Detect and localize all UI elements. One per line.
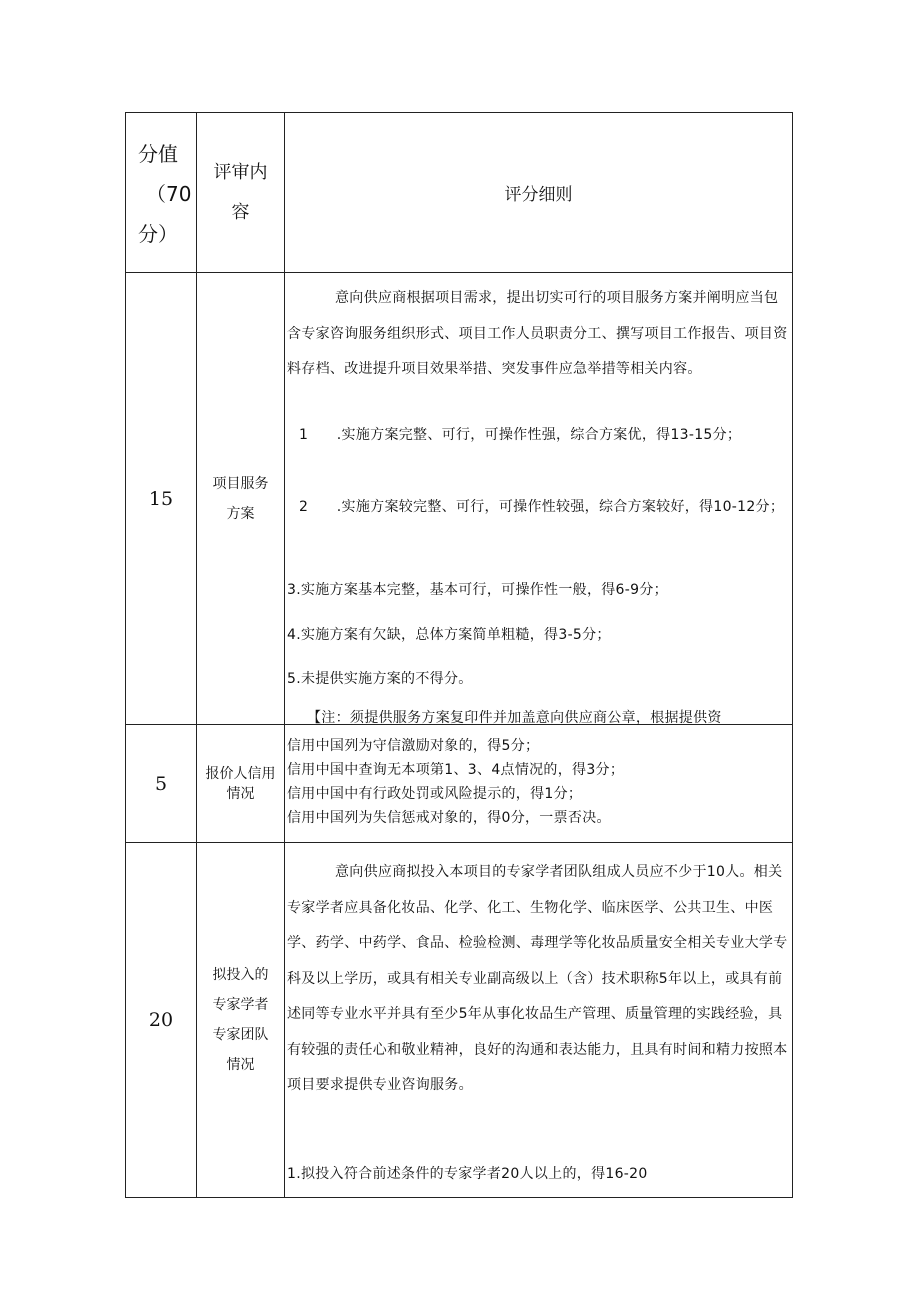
header-detail-title: 评分细则 [504, 185, 573, 205]
detail-note: 【注：须提供服务方案复印件并加盖意向供应商公章，根据提供资 [307, 710, 722, 726]
row-item [197, 725, 285, 843]
row-item-line: 专家学者 [212, 997, 269, 1013]
header-score-line-3: 分） [138, 221, 178, 246]
row-item [197, 273, 285, 725]
row-item-line: 专家团队 [212, 1027, 269, 1043]
detail-criterion: 2 .实施方案较完整、可行，可操作性较强，综合方案较好，得10-12分； [299, 499, 785, 515]
row-item [197, 843, 285, 1198]
row-detail [285, 843, 793, 1198]
scoring-table [125, 112, 793, 1198]
header-content-line-1: 评审内 [213, 161, 268, 183]
table-row [126, 273, 793, 725]
row-score: 20 [126, 843, 197, 1198]
detail-criterion: 1.拟投入符合前述条件的专家学者20人以上的，得16-20 [287, 1166, 648, 1182]
row-item-line: 情况 [226, 1057, 255, 1073]
header-content-line-2: 容 [231, 201, 250, 223]
detail-criterion: 5.未提供实施方案的不得分。 [287, 671, 473, 687]
header-content-cell [197, 113, 285, 273]
detail-criterion: 1 .实施方案完整、可行，可操作性强，综合方案优，得13-15分； [299, 427, 742, 443]
detail-line: 信用中国中查询无本项第1、3、4点情况的，得3分； [287, 762, 625, 778]
table-row [126, 843, 793, 1198]
detail-intro: 意向供应商拟投入本项目的专家学者团队组成人员应不少于10人。相关专家学者应具备化妆品、化学、化工、生物化学、临床医学、公共卫生、中医学、药学、中药学、食品、检验检测、毒理学等化妆品质量安全相关专业大学专科及以上学历，或具有相关专业副高级以上（含）技术职称5年以上，或具有前述同等专业水平并具有至少5年从事化妆品生产管理、质量管理的实践经验，具有较强的责任心和敬业精神，良好的沟通和表达能力，且具有时间和精力按照本项目要求提供专业咨询服务。 [287, 864, 788, 1093]
row-item-line: 项目服务 [212, 475, 269, 492]
detail-criterion: 3.实施方案基本完整，基本可行，可操作性一般，得6-9分； [287, 582, 668, 598]
detail-line: 信用中国列为失信惩戒对象的，得0分，一票否决。 [287, 810, 611, 826]
row-score: 5 [126, 725, 197, 843]
detail-intro: 意向供应商根据项目需求，提出切实可行的项目服务方案并阐明应当包含专家咨询服务组织形式、项目工作人员职责分工、撰写项目工作报告、项目资料存档、改进提升项目效果举措、突发事件应急举措等相关内容。 [287, 290, 788, 377]
row-item-line: 拟投入的 [212, 967, 269, 983]
header-score-line-2: （70 [146, 181, 192, 206]
detail-line: 信用中国中有行政处罚或风险提示的，得1分； [287, 786, 583, 802]
header-score-line-1: 分值 [138, 141, 178, 166]
row-score: 15 [126, 273, 197, 725]
detail-line: 信用中国列为守信激励对象的，得5分； [287, 738, 540, 754]
header-detail-cell [285, 113, 793, 273]
header-row [126, 113, 793, 273]
row-item-line: 情况 [226, 785, 255, 802]
detail-criterion: 4.实施方案有欠缺，总体方案简单粗糙，得3-5分； [287, 627, 611, 643]
row-detail [285, 273, 793, 725]
row-item-line: 报价人信用 [205, 765, 276, 782]
row-item-line: 方案 [226, 505, 255, 522]
row-detail [285, 725, 793, 843]
header-score-cell [126, 113, 197, 273]
table-row [126, 725, 793, 843]
